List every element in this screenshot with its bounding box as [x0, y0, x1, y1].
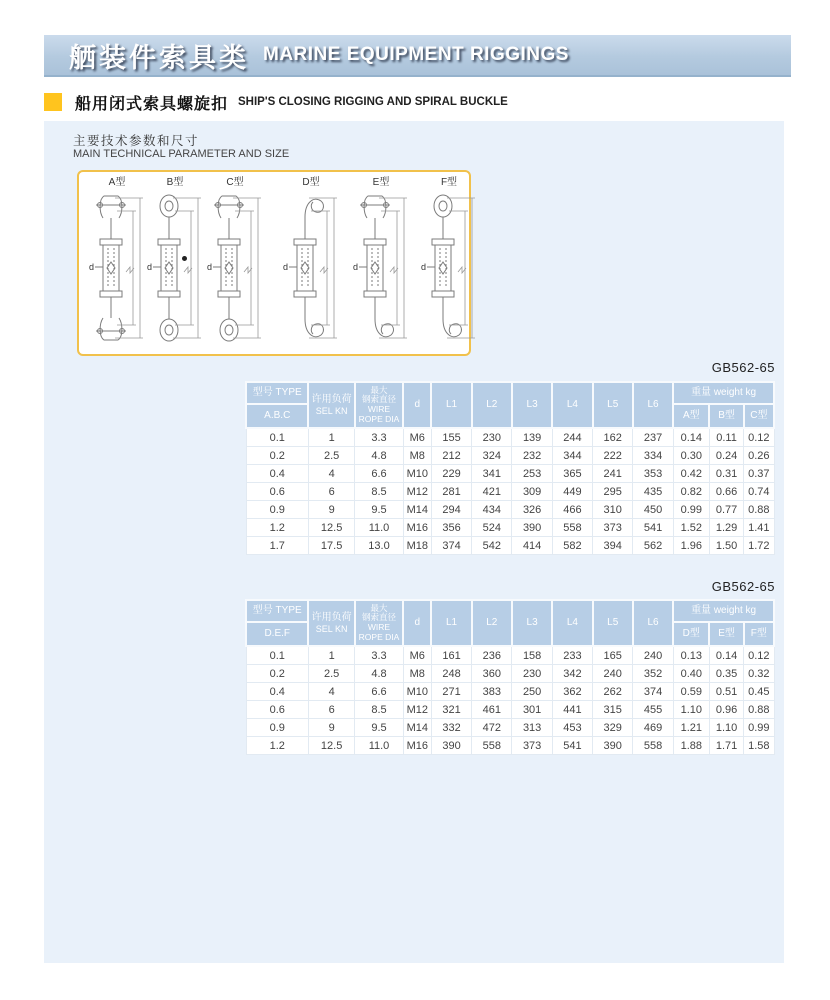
table-cell: 334: [633, 447, 673, 465]
technical-drawing-box: [77, 170, 471, 356]
table-cell: 1.88: [673, 737, 709, 755]
table-cell: 1.52: [673, 519, 709, 537]
table-cell: 558: [552, 519, 592, 537]
table-cell: 0.2: [246, 447, 308, 465]
table-cell: 241: [593, 465, 633, 483]
table-cell: M8: [403, 665, 431, 683]
section-header: [44, 92, 508, 112]
col-header-weight-b: B型: [709, 404, 743, 428]
table-cell: 0.14: [673, 428, 709, 447]
table-cell: 240: [593, 665, 633, 683]
wire-label-zh2: 钢索直径: [361, 394, 396, 405]
table-cell: 295: [593, 483, 633, 501]
col-header-l6: L6: [633, 600, 673, 646]
table-row: [246, 719, 774, 737]
table-cell: 250: [512, 683, 552, 701]
table-cell: 326: [512, 501, 552, 519]
wire-label-zh2: 钢索直径: [361, 612, 396, 623]
table-cell: 0.59: [673, 683, 709, 701]
table-cell: 341: [472, 465, 512, 483]
turnbuckle-drawing: [145, 189, 205, 347]
table-row: [246, 537, 774, 555]
table-cell: 309: [512, 483, 552, 501]
table-cell: 0.30: [673, 447, 709, 465]
table-cell: 229: [431, 465, 471, 483]
col-header-load: [308, 600, 354, 646]
wire-label-en1: WIRE: [367, 622, 391, 632]
table-cell: 0.6: [246, 483, 308, 501]
table-cell: 329: [593, 719, 633, 737]
table-cell: 0.82: [673, 483, 709, 501]
table-cell: 1.50: [709, 537, 743, 555]
table-cell: 8.5: [355, 483, 403, 501]
table-cell: 332: [431, 719, 471, 737]
table-cell: 383: [472, 683, 512, 701]
figure-label: B型: [166, 177, 184, 188]
table-cell: 9: [308, 501, 354, 519]
table-cell: 0.24: [709, 447, 743, 465]
figure-label: D型: [302, 177, 320, 188]
turnbuckle-drawing: [419, 189, 479, 347]
table-cell: M18: [403, 537, 431, 555]
wire-label-en2: ROPE DIA: [358, 631, 400, 642]
table-cell: 230: [472, 428, 512, 447]
table-cell: 373: [593, 519, 633, 537]
col-header-l4: L4: [552, 600, 592, 646]
table-cell: M8: [403, 447, 431, 465]
table-cell: 1.10: [673, 701, 709, 719]
turnbuckle-drawing: [205, 189, 265, 347]
svg-text:d: d: [147, 262, 153, 272]
table-cell: 453: [552, 719, 592, 737]
table-cell: 294: [431, 501, 471, 519]
table-cell: M16: [403, 519, 431, 537]
table-cell: 315: [593, 701, 633, 719]
table-cell: 1.72: [744, 537, 774, 555]
section-title-en: SHIP'S CLOSING RIGGING AND SPIRAL BUCKLE: [238, 96, 508, 108]
figure-label: A型: [108, 177, 126, 188]
col-header-l4: L4: [552, 382, 592, 428]
svg-text:d: d: [353, 262, 359, 272]
col-header-type: 型号 TYPE: [246, 600, 308, 622]
yellow-square-bullet-icon: [44, 93, 62, 111]
table-row: [246, 737, 774, 755]
col-header-weight-f: F型: [744, 622, 774, 646]
col-header-d: d: [403, 382, 431, 428]
turnbuckle-drawing: [87, 189, 147, 347]
table-cell: 12.5: [308, 519, 354, 537]
wire-label-zh1: 最大: [370, 384, 388, 395]
table-cell: 0.12: [744, 428, 774, 447]
table-cell: 4: [308, 465, 354, 483]
table-cell: 0.11: [709, 428, 743, 447]
table-cell: 1.2: [246, 737, 308, 755]
table-cell: 4.8: [355, 665, 403, 683]
svg-text:d: d: [207, 262, 213, 272]
col-header-l6: L6: [633, 382, 673, 428]
table-cell: 161: [431, 646, 471, 665]
table-cell: 374: [431, 537, 471, 555]
table-cell: 0.99: [744, 719, 774, 737]
table-cell: 0.14: [709, 646, 743, 665]
table-cell: 1.71: [709, 737, 743, 755]
svg-text:d: d: [421, 262, 427, 272]
table-cell: 17.5: [308, 537, 354, 555]
table-cell: 472: [472, 719, 512, 737]
table-cell: 394: [593, 537, 633, 555]
table-cell: 0.77: [709, 501, 743, 519]
table-cell: 435: [633, 483, 673, 501]
table-cell: 461: [472, 701, 512, 719]
table-cell: 244: [552, 428, 592, 447]
table-cell: 390: [593, 737, 633, 755]
table-row: [246, 428, 774, 447]
table-cell: 0.88: [744, 701, 774, 719]
table-cell: 541: [552, 737, 592, 755]
table-cell: 1: [308, 428, 354, 447]
table-cell: 562: [633, 537, 673, 555]
diagram-figure-1: [87, 177, 147, 352]
table-cell: 0.40: [673, 665, 709, 683]
table-cell: 0.66: [709, 483, 743, 501]
table-cell: 0.31: [709, 465, 743, 483]
col-header-weight-c: C型: [744, 404, 774, 428]
table-cell: M14: [403, 501, 431, 519]
table-row: [246, 646, 774, 665]
table-cell: 139: [512, 428, 552, 447]
table-cell: 271: [431, 683, 471, 701]
table-cell: 155: [431, 428, 471, 447]
subtitle-en: MAIN TECHNICAL PARAMETER AND SIZE: [73, 148, 290, 160]
table-cell: 301: [512, 701, 552, 719]
section-title-zh: 船用闭式索具螺旋扣: [75, 95, 229, 113]
table-cell: 0.37: [744, 465, 774, 483]
table-cell: 248: [431, 665, 471, 683]
table-cell: 1.58: [744, 737, 774, 755]
table-cell: 13.0: [355, 537, 403, 555]
table-cell: M10: [403, 683, 431, 701]
table-cell: 3.3: [355, 428, 403, 447]
table-cell: 414: [512, 537, 552, 555]
load-label-en: SEL KN: [315, 405, 348, 416]
table-cell: 362: [552, 683, 592, 701]
table-cell: 162: [593, 428, 633, 447]
table-cell: 0.13: [673, 646, 709, 665]
table-cell: 0.45: [744, 683, 774, 701]
wire-label-zh1: 最大: [370, 602, 388, 613]
table-cell: 1.29: [709, 519, 743, 537]
spec-table-abc: [245, 381, 775, 555]
table-cell: 1: [308, 646, 354, 665]
load-label-en: SEL KN: [315, 623, 348, 634]
table-cell: 0.51: [709, 683, 743, 701]
table-cell: 165: [593, 646, 633, 665]
table-cell: 1.7: [246, 537, 308, 555]
col-header-type-sub: D.E.F: [246, 622, 308, 646]
turnbuckle-drawing: [351, 189, 411, 347]
table-cell: 313: [512, 719, 552, 737]
standard-code-abc: GB562-65: [711, 360, 775, 375]
table-cell: M6: [403, 428, 431, 447]
col-header-l5: L5: [593, 382, 633, 428]
table-cell: 434: [472, 501, 512, 519]
col-header-wire-dia: [355, 600, 403, 646]
table-cell: 2.5: [308, 665, 354, 683]
load-label-zh: 许用负荷: [311, 394, 352, 406]
table-cell: 0.74: [744, 483, 774, 501]
table-cell: 11.0: [355, 737, 403, 755]
table-cell: 4: [308, 683, 354, 701]
table-cell: 1.96: [673, 537, 709, 555]
table-cell: M14: [403, 719, 431, 737]
svg-text:d: d: [89, 262, 95, 272]
table-cell: 390: [512, 519, 552, 537]
table-cell: 158: [512, 646, 552, 665]
table-cell: 0.26: [744, 447, 774, 465]
banner-title-en: MARINE EQUIPMENT RIGGINGS: [263, 44, 569, 65]
table-cell: 469: [633, 719, 673, 737]
table-cell: 1.21: [673, 719, 709, 737]
diagram-figure-6: [419, 177, 479, 352]
col-header-weight-d: D型: [673, 622, 709, 646]
table-cell: 321: [431, 701, 471, 719]
table-cell: M16: [403, 737, 431, 755]
table-cell: 281: [431, 483, 471, 501]
table-cell: 0.1: [246, 428, 308, 447]
table-cell: 2.5: [308, 447, 354, 465]
table-row: [246, 447, 774, 465]
table-cell: 365: [552, 465, 592, 483]
col-header-l3: L3: [512, 382, 552, 428]
table-cell: 0.35: [709, 665, 743, 683]
col-header-load: [308, 382, 354, 428]
diagram-figure-4: [281, 177, 341, 352]
table-row: [246, 483, 774, 501]
table-cell: 3.3: [355, 646, 403, 665]
col-header-weight-group: 重量 weight kg: [673, 600, 774, 622]
turnbuckle-drawing: [281, 189, 341, 347]
table-cell: 262: [593, 683, 633, 701]
table-cell: 0.2: [246, 665, 308, 683]
table-cell: 542: [472, 537, 512, 555]
content-panel: [44, 121, 784, 963]
table-cell: 6: [308, 483, 354, 501]
table-cell: 0.1: [246, 646, 308, 665]
table-row: [246, 465, 774, 483]
table-cell: 356: [431, 519, 471, 537]
table-row: [246, 501, 774, 519]
table-cell: 0.9: [246, 719, 308, 737]
table-cell: 558: [472, 737, 512, 755]
col-header-l1: L1: [431, 382, 471, 428]
diagram-figure-2: [145, 177, 205, 352]
table-cell: 390: [431, 737, 471, 755]
table-cell: 0.32: [744, 665, 774, 683]
table-cell: 344: [552, 447, 592, 465]
col-header-l2: L2: [472, 600, 512, 646]
table-cell: M6: [403, 646, 431, 665]
table-body-def: [246, 646, 774, 755]
col-header-l1: L1: [431, 600, 471, 646]
table-cell: 541: [633, 519, 673, 537]
subtitle-zh: 主要技术参数和尺寸: [73, 134, 200, 148]
col-header-wire-dia: [355, 382, 403, 428]
table-cell: 0.96: [709, 701, 743, 719]
table-cell: 455: [633, 701, 673, 719]
table-row: [246, 701, 774, 719]
col-header-l2: L2: [472, 382, 512, 428]
figure-label: C型: [226, 177, 244, 188]
table-cell: 237: [633, 428, 673, 447]
col-header-type-sub: A.B.C: [246, 404, 308, 428]
table-cell: 6: [308, 701, 354, 719]
banner-title-zh: 舾装件索具类: [69, 42, 249, 73]
table-cell: 421: [472, 483, 512, 501]
table-cell: 0.12: [744, 646, 774, 665]
table-cell: 450: [633, 501, 673, 519]
table-cell: 558: [633, 737, 673, 755]
table-cell: 1.41: [744, 519, 774, 537]
table-cell: 0.9: [246, 501, 308, 519]
table-cell: 9.5: [355, 719, 403, 737]
table-cell: 360: [472, 665, 512, 683]
table-cell: 6.6: [355, 683, 403, 701]
table-cell: 6.6: [355, 465, 403, 483]
table-cell: 353: [633, 465, 673, 483]
table-cell: 324: [472, 447, 512, 465]
load-label-zh: 许用负荷: [311, 612, 352, 624]
col-header-weight-group: 重量 weight kg: [673, 382, 774, 404]
table-cell: M12: [403, 701, 431, 719]
col-header-weight-a: A型: [673, 404, 709, 428]
diagram-figure-3: [205, 177, 265, 352]
svg-text:d: d: [283, 262, 289, 272]
col-header-type: 型号 TYPE: [246, 382, 308, 404]
diagram-figure-5: [351, 177, 411, 352]
table-cell: 11.0: [355, 519, 403, 537]
spec-table-def: [245, 599, 775, 755]
table-cell: 373: [512, 737, 552, 755]
table-cell: 4.8: [355, 447, 403, 465]
table-cell: 212: [431, 447, 471, 465]
table-row: [246, 683, 774, 701]
table-cell: 441: [552, 701, 592, 719]
table-cell: 310: [593, 501, 633, 519]
table-row: [246, 665, 774, 683]
table-cell: 524: [472, 519, 512, 537]
table-cell: M10: [403, 465, 431, 483]
page-banner: [44, 35, 791, 77]
table-cell: 374: [633, 683, 673, 701]
table-body-abc: [246, 428, 774, 555]
wire-label-en1: WIRE: [367, 404, 391, 414]
col-header-l5: L5: [593, 600, 633, 646]
col-header-d: d: [403, 600, 431, 646]
table-cell: 1.10: [709, 719, 743, 737]
table-cell: 230: [512, 665, 552, 683]
table-cell: 0.42: [673, 465, 709, 483]
table-cell: 233: [552, 646, 592, 665]
table-cell: 0.4: [246, 465, 308, 483]
table-cell: 9: [308, 719, 354, 737]
table-cell: 0.6: [246, 701, 308, 719]
table-cell: 232: [512, 447, 552, 465]
figure-label: E型: [372, 177, 390, 188]
table-cell: 253: [512, 465, 552, 483]
table-cell: 342: [552, 665, 592, 683]
table-cell: 236: [472, 646, 512, 665]
col-header-weight-e: E型: [709, 622, 743, 646]
table-cell: 0.88: [744, 501, 774, 519]
table-cell: 466: [552, 501, 592, 519]
table-cell: 1.2: [246, 519, 308, 537]
table-row: [246, 519, 774, 537]
table-cell: 0.4: [246, 683, 308, 701]
table-cell: 9.5: [355, 501, 403, 519]
table-cell: 8.5: [355, 701, 403, 719]
figure-label: F型: [440, 177, 458, 188]
table-cell: 222: [593, 447, 633, 465]
table-cell: M12: [403, 483, 431, 501]
wire-label-en2: ROPE DIA: [358, 413, 400, 424]
table-cell: 240: [633, 646, 673, 665]
table-cell: 12.5: [308, 737, 354, 755]
table-cell: 352: [633, 665, 673, 683]
standard-code-def: GB562-65: [711, 579, 775, 594]
table-cell: 582: [552, 537, 592, 555]
col-header-l3: L3: [512, 600, 552, 646]
table-cell: 0.99: [673, 501, 709, 519]
table-cell: 449: [552, 483, 592, 501]
